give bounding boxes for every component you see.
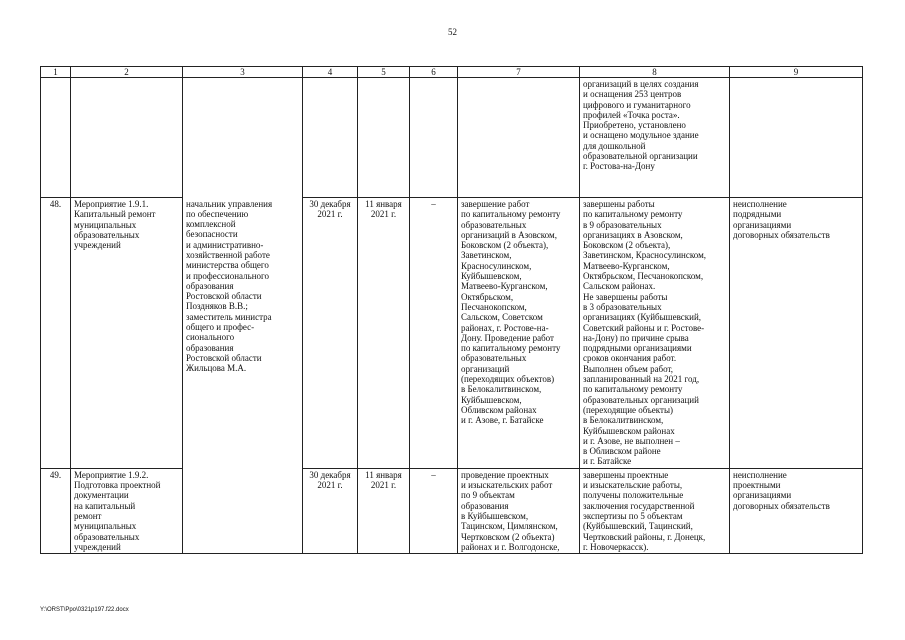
cell-plan-date: 30 декабря 2021 г. <box>303 468 358 553</box>
cell-actual: организаций в целях создания и оснащения 253 центров цифрового и гуманитарного профилей «Точка роста». Приобретено, установлено и оснащено модульное здание для дошкольной образовательной организации г. Ростова-на-Дону <box>580 78 730 198</box>
report-table <box>40 66 863 554</box>
cell-number: 49. <box>41 468 71 553</box>
cell-fact-date <box>358 78 410 198</box>
cell-event: Мероприятие 1.9.2. Подготовка проектной документации на капитальный ремонт муниципальных образовательных учреждений <box>71 468 183 553</box>
cell-plan-date: 30 декабря 2021 г. <box>303 198 358 469</box>
table-row <box>41 198 863 469</box>
column-header: 4 <box>303 67 358 78</box>
cell-actual: завершены работы по капитальному ремонту в 9 образовательных организациях в Азовском, Боковском (2 объекта), Заветинском, Красносулинском, Матвеево-Курганском, Октябрьском, Песчанокопском, Сальском районах. Не завершены работы в 3 образовательных организациях (Куйбышевский, Советский районы и г. Ростове- на-Дону) по причине срыва подрядными организациями сроков окончания работ. Выполнен объем работ, запланированный на 2021 год, по капитальному ремонту образовательных организаций (переходящие объекты) в Белокалитвинском, Куйбышевском районах и г. Азове, не выполнен – в Обливском районе и г. Батайске <box>580 198 730 469</box>
cell-responsible <box>183 78 303 198</box>
cell-number: 48. <box>41 198 71 469</box>
cell-number <box>41 78 71 198</box>
cell-fact-date: 11 января 2021 г. <box>358 468 410 553</box>
cell-reason <box>730 78 863 198</box>
column-header: 5 <box>358 67 410 78</box>
cell-planned: проведение проектных и изыскательских работ по 9 объектам образования в Куйбышевском, Тацинском, Цимлянском, Чертковском (2 объекта) районах и г. Волгодонске, <box>458 468 580 553</box>
file-path-footer: Y:\ORST\Ppo\0321p197.f22.docx <box>40 607 129 613</box>
cell-responsible: начальник управления по обеспечению комплексной безопасности и административно- хозяйственной работе министерства общего и профессионального образования Ростовской области Поздняков В.В.; заместитель министра общего и профес- сионального образования Ростовской области Жильцова М.А. <box>183 198 303 469</box>
cell-event: Мероприятие 1.9.1. Капитальный ремонт муниципальных образовательных учреждений <box>71 198 183 469</box>
cell-reason: неисполнение подрядными организациями договорных обязательств <box>730 198 863 469</box>
cell-responsible <box>183 468 303 553</box>
column-header: 7 <box>458 67 580 78</box>
cell-col6: – <box>410 468 458 553</box>
column-header: 2 <box>71 67 183 78</box>
cell-actual: завершены проектные и изыскательские работы, получены положительные заключения государственной экспертизы по 5 объектам (Куйбышевский, Тацинский, Чертковский районы, г. Донецк, г. Новочеркасск). <box>580 468 730 553</box>
cell-reason: неисполнение проектными организациями договорных обязательств <box>730 468 863 553</box>
header-row <box>41 67 863 78</box>
cell-planned: завершение работ по капитальному ремонту образовательных организаций в Азовском, Боковском (2 объекта), Заветинском, Красносулинском, Куйбышевском, Матвеево-Курганском, Октябрьском, Песчанокопском, Сальском, Советском районах, г. Ростове-на- Дону. Проведение работ по капитальному ремонту образовательных организаций (переходящих объектов) в Белокалитвинском, Куйбышевском, Обливском районах и г. Азове, г. Батайске <box>458 198 580 469</box>
cell-plan-date <box>303 78 358 198</box>
column-header: 3 <box>183 67 303 78</box>
table-row-continuation <box>41 78 863 198</box>
column-header: 6 <box>410 67 458 78</box>
cell-col6: – <box>410 198 458 469</box>
column-header: 1 <box>41 67 71 78</box>
table-row <box>41 468 863 553</box>
page-number: 52 <box>448 27 457 37</box>
cell-planned <box>458 78 580 198</box>
column-header: 8 <box>580 67 730 78</box>
column-header: 9 <box>730 67 863 78</box>
cell-event <box>71 78 183 198</box>
cell-fact-date: 11 января 2021 г. <box>358 198 410 469</box>
cell-col6 <box>410 78 458 198</box>
